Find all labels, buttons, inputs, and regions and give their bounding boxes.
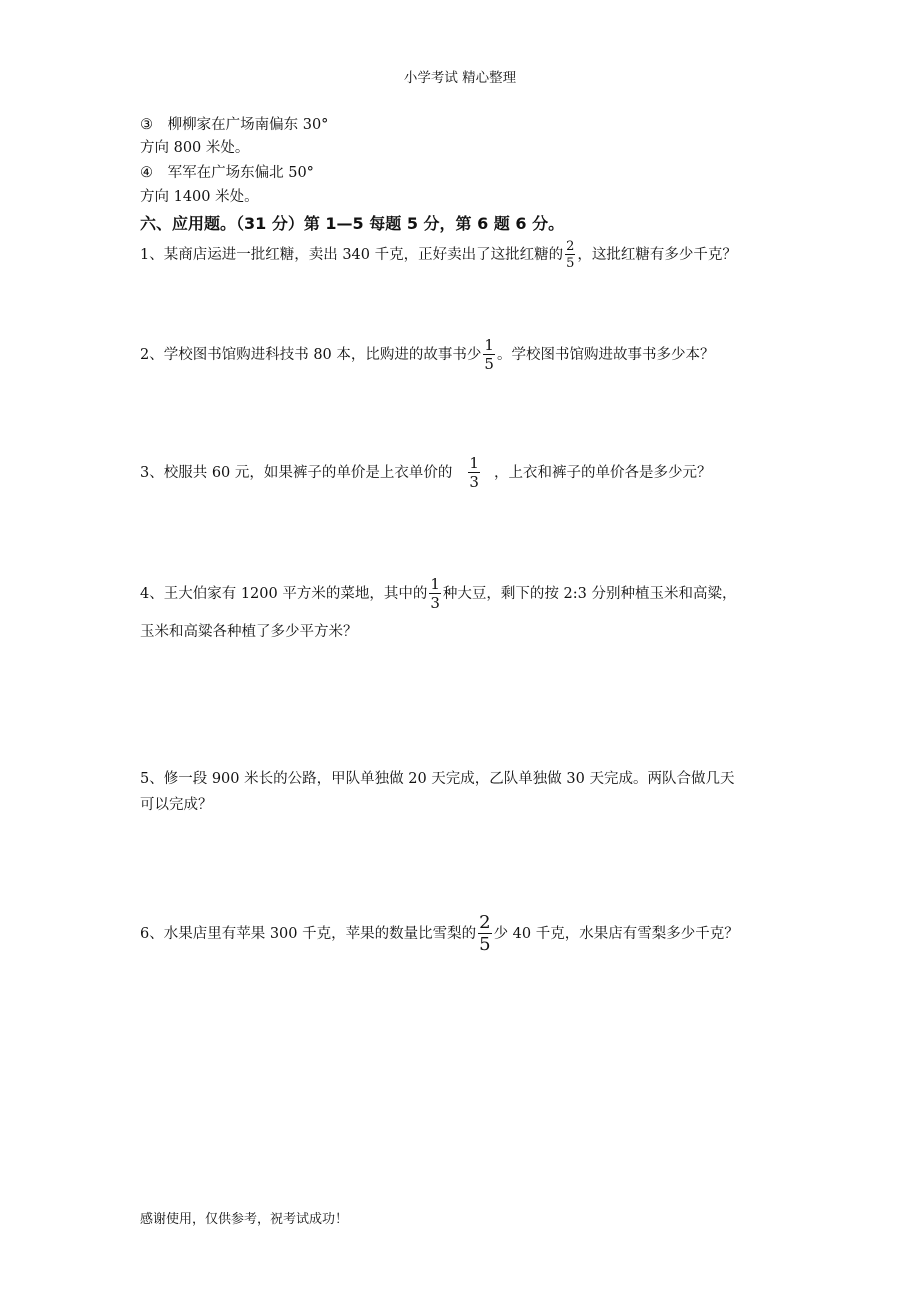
question-1-fraction	[565, 240, 575, 270]
section-title: 六、应用题。（31 分）第 1—5 每题 5 分，第 6 题 6 分。	[140, 214, 565, 233]
question-4-fraction-denominator: 3	[430, 594, 440, 612]
question-5-line1: 5、修一段 900 米长的公路，甲队单独做 20 天完成，乙队单独做 30 天完成。两队合做几天	[140, 771, 735, 787]
answer-3-text: 柳柳家在广场南偏东 30°	[167, 117, 329, 133]
answer-3-line1	[140, 115, 328, 135]
answer-4-marker: ④	[140, 165, 153, 181]
question-2	[140, 338, 714, 372]
question-6-fraction	[478, 914, 491, 954]
question-6-fraction-denominator: 5	[479, 934, 491, 955]
question-1	[140, 240, 737, 270]
answer-4-line2: 方向 1400 米处。	[140, 189, 259, 205]
question-3-fraction	[468, 456, 480, 490]
question-4-line2: 玉米和高粱各种植了多少平方米？	[140, 624, 358, 640]
question-4-fraction	[429, 577, 441, 611]
question-3	[140, 456, 711, 490]
answer-3-line2: 方向 800 米处。	[140, 140, 250, 156]
question-3-fraction-numerator: 1	[469, 454, 479, 472]
question-6-before: 6、水果店里有苹果 300 千克，苹果的数量比雪梨的	[140, 926, 477, 942]
question-2-fraction-denominator: 5	[484, 355, 494, 373]
question-3-fraction-denominator: 3	[469, 473, 479, 491]
answer-4-line1	[140, 163, 314, 183]
question-1-fraction-denominator: 5	[566, 256, 575, 271]
question-2-before: 2、学校图书馆购进科技书 80 本，比购进的故事书少	[140, 347, 482, 363]
question-6-after: 少 40 千克，水果店有雪梨多少千克？	[493, 926, 739, 942]
answer-3-marker: ③	[140, 117, 153, 133]
question-1-fraction-numerator: 2	[566, 239, 575, 254]
question-4-after: 种大豆，剩下的按 2:3 分别种植玉米和高粱，	[442, 586, 737, 602]
question-2-after: 。学校图书馆购进故事书多少本？	[496, 347, 715, 363]
question-4-fraction-numerator: 1	[430, 575, 440, 593]
question-4-line1	[140, 577, 736, 611]
question-1-before: 1、某商店运进一批红糖，卖出 340 千克，正好卖出了这批红糖的	[140, 247, 564, 263]
question-3-after: ，上衣和裤子的单价各是多少元？	[493, 465, 712, 481]
question-6	[140, 914, 739, 954]
question-1-after: ，这批红糖有多少千克？	[577, 247, 737, 263]
question-2-fraction-numerator: 1	[484, 336, 494, 354]
page-header: 小学考试 精心整理	[403, 70, 517, 86]
page-footer: 感谢使用，仅供参考，祝考试成功！	[140, 1212, 349, 1227]
question-3-before: 3、校服共 60 元，如果裤子的单价是上衣单价的	[140, 465, 453, 481]
question-4-before: 4、王大伯家有 1200 平方米的菜地，其中的	[140, 586, 428, 602]
question-6-fraction-numerator: 2	[479, 912, 491, 933]
question-5-line2: 可以完成？	[140, 797, 213, 813]
answer-4-text: 军军在广场东偏北 50°	[167, 165, 314, 181]
question-2-fraction	[483, 338, 495, 372]
